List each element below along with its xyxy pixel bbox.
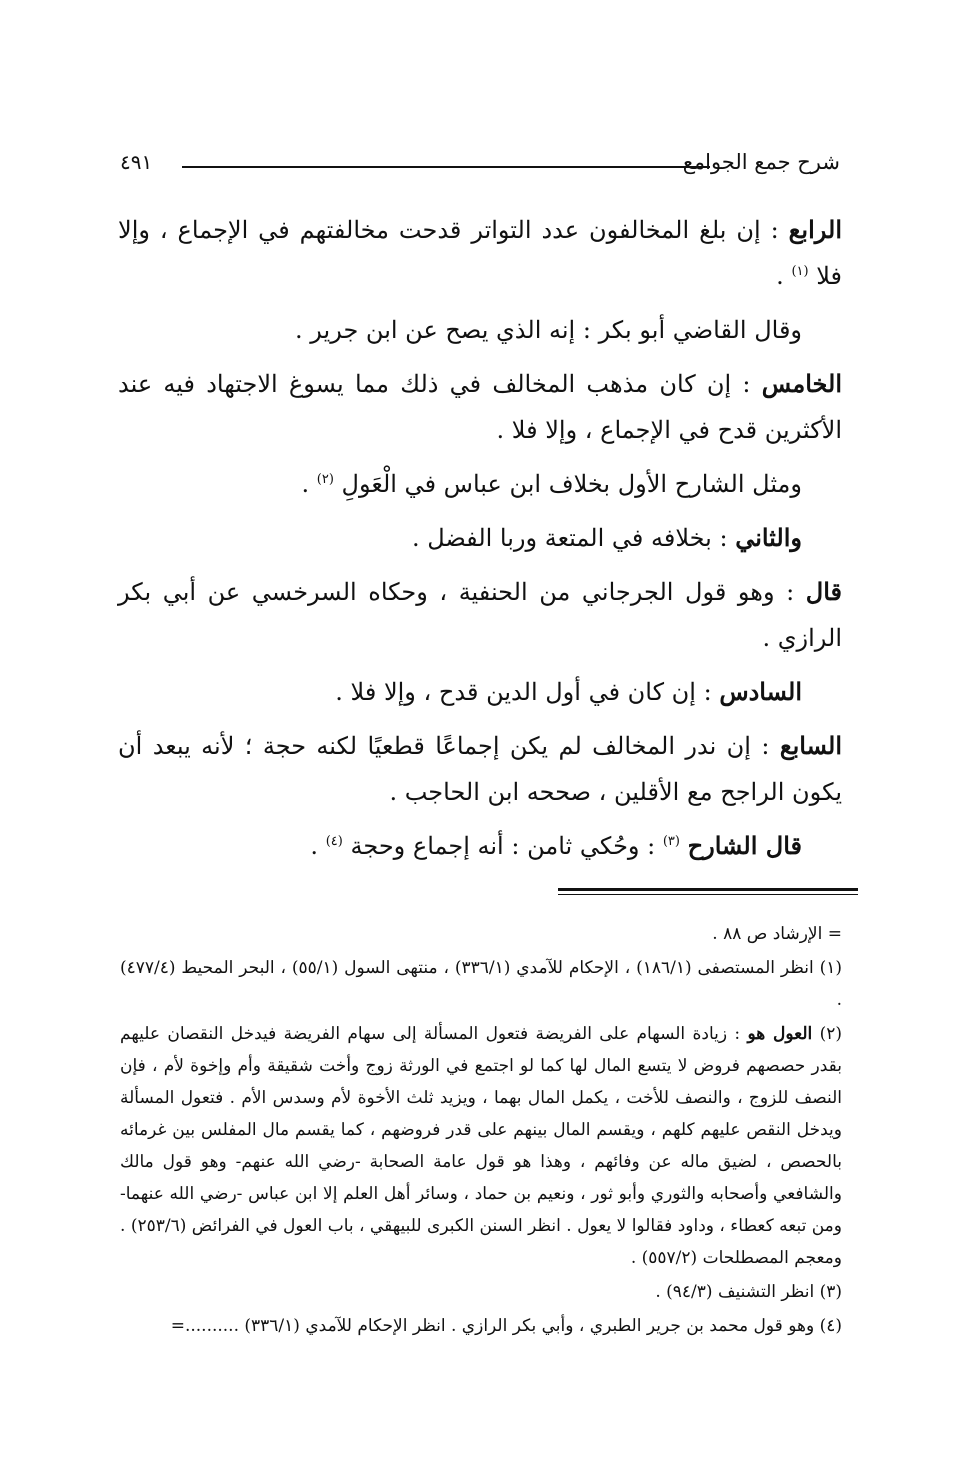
running-header [120, 150, 840, 180]
paragraph-awl-example [118, 461, 842, 507]
book-title: شرح جمع الجوامع [682, 150, 840, 174]
footnote-ref: (٢) [316, 472, 334, 487]
paragraph-text: : وهو قول الجرجاني من الحنفية ، وحكاه السرخسي عن أبي بكر الرازي . [118, 578, 842, 652]
footnote-text: : زيادة السهام على الفريضة فتعول المسألة إلى سهام الفريضة فيدخل النقصان عليهم بقدر حصصهم فروض لا يتسع المال لها كما لو اجتمع في الورثة زوج وأخت شقيقة وأم وإخوة لأم ، فإن النصف للزوج ، والنصف للأخت ، يكمل المال بهما ، ويزيد ثلث الأخوة لأم وسدس الأم . فتعول المسألة ويدخل النقص عليهم كلهم ، ويقسم المال بينهم على قدر فروضهم ، كما يقسم مال المفلس بين غرمائه بالحصص ، لضيق ماله عن وفائهم ، وهذا هو قول عامة الصحابة -رضي الله عنهم- وهو قول مالك والشافعي وأصحابه والثوري وأبو ثور ، ونعيم بن حماد ، وسائر أهل العلم إلا ابن عباس -رضي الله عنهما- ومن تبعه كعطاء ، وداود فقالوا لا يعول . انظر السنن الكبرى للبيهقي ، باب العول في الفرائض (٢٥٣/٦) . ومعجم المصطلحات (٥٥٧/٢) . [120, 1024, 842, 1268]
paragraph-end: . [776, 262, 792, 290]
paragraph-text: ومثل الشارح الأول بخلاف ابن عباس في الْعَولِ [333, 470, 802, 498]
paragraph-label: السابع [779, 731, 842, 760]
paragraph-end: . [310, 832, 326, 860]
paragraph-text: وقال القاضي أبو بكر : إنه الذي يصح عن ابن جرير . [295, 316, 802, 344]
footnote-2 [120, 1018, 842, 1274]
header-rule [182, 166, 710, 168]
footnotes [120, 918, 842, 1344]
paragraph-text: : بخلافه في المتعة وربا الفضل . [411, 524, 736, 552]
footnote-4: (٤) وهو قول محمد بن جرير الطبري ، وأبي بكر الرازي . انظر الإحكام للآمدي (٣٣٦/١) ..........= [170, 1316, 842, 1336]
paragraph-label: قال [805, 577, 842, 606]
divider-line-thick [558, 888, 858, 891]
paragraph-fifth-opinion [118, 361, 842, 453]
paragraph-qadi [118, 307, 842, 353]
paragraph-commentator [118, 823, 842, 869]
paragraph-text: : إن بلغ المخالفون عدد التواتر قدحت مخالفتهم في الإجماع ، وإلا فلا [118, 216, 842, 290]
paragraph-seventh-opinion [118, 723, 842, 815]
paragraph-end: . [301, 470, 317, 498]
footnote-continuation: = الإرشاد ص ٨٨ . [712, 924, 842, 944]
footnote-divider [558, 888, 858, 897]
divider-line-thin [558, 894, 858, 895]
footnote-term: العول هو [747, 1024, 813, 1044]
paragraph-fourth-opinion [118, 207, 842, 299]
footnote-1: (١) انظر المستصفى (١٨٦/١) ، الإحكام للآمدي (٣٣٦/١) ، منتهى السول (٥٥/١) ، البحر المحيط (٤٧٧/٤) . [120, 958, 842, 1010]
footnote-3: (٣) انظر التشنيف (٩٤/٣) . [655, 1282, 842, 1302]
footnote-ref: (٤) [325, 834, 343, 849]
paragraph-label: السادس [719, 677, 802, 706]
footnote-ref: (٣) [662, 834, 680, 849]
paragraph-second-example [118, 515, 842, 561]
paragraph-label: والثاني [735, 523, 802, 552]
paragraph-text: : إن كان مذهب المخالف في ذلك مما يسوغ الاجتهاد فيه عند الأكثرين قدح في الإجماع ، وإلا فلا . [118, 370, 842, 444]
paragraph-sixth-opinion [118, 669, 842, 715]
paragraph-label: الخامس [761, 369, 842, 398]
paragraph-text: : وحُكي ثامن : أنه إجماع وحجة [342, 832, 663, 860]
page-number: ٤٩١ [120, 150, 153, 174]
footnote-number: (٢) [812, 1024, 842, 1044]
paragraph-qal [118, 569, 842, 661]
paragraph-text: : إن كان في أول الدين قدح ، وإلا فلا . [335, 678, 720, 706]
footnote-ref: (١) [791, 264, 809, 279]
paragraph-text: : إن ندر المخالف لم يكن إجماعًا قطعيًا لكنه حجة ؛ لأنه يبعد أن يكون الراجح مع الأقلين ، صححه ابن الحاجب . [118, 732, 842, 806]
paragraph-label: قال الشارح [687, 831, 802, 860]
paragraph-label: الرابع [788, 215, 842, 244]
main-text [118, 207, 842, 877]
